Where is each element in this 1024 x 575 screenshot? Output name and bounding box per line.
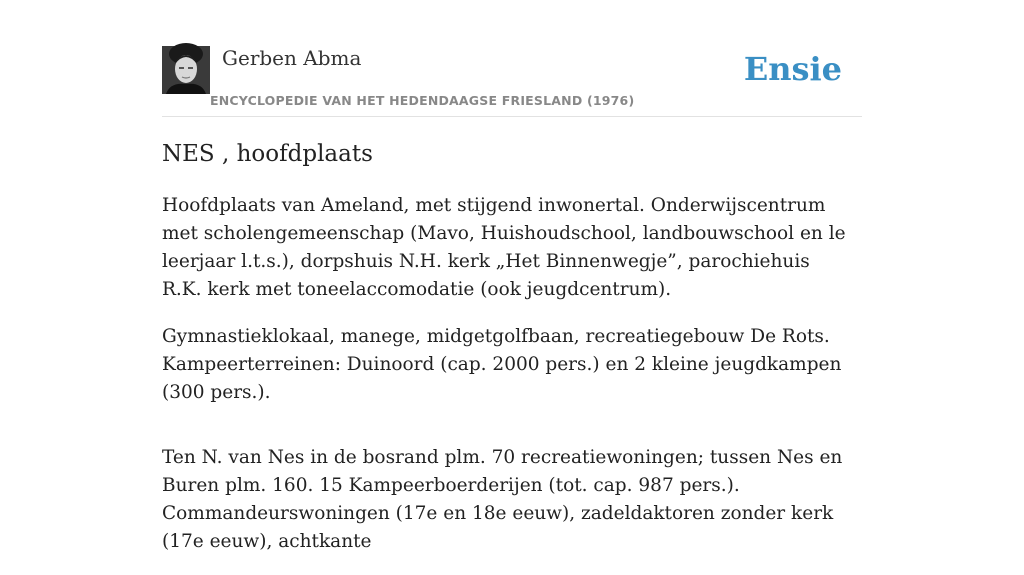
paragraph: Ten N. van Nes in de bosrand plm. 70 recreatiewoningen; tussen Nes en Buren plm. 160. 15 Kampeerboerderijen (tot. cap. 987 pers.). Commandeurswoningen (17e en 18e eeuw), zadeldaktoren zonder kerk (17e eeuw), achtkante [162, 447, 843, 552]
page-title: NES , hoofdplaats [162, 141, 373, 167]
article-header [162, 46, 862, 117]
author-name[interactable]: Gerben Abma [222, 46, 362, 70]
portrait-icon [162, 46, 210, 94]
article-body [162, 192, 852, 575]
paragraph: Hoofdplaats van Ameland, met stijgend inwonertal. Onderwijscentrum met scholengemeenschap (Mavo, Huishoudschool, landbouwschool en le leerjaar l.t.s.), dorpshuis N.H. kerk „Het Binnenwegje”, parochiehuis R.K. kerk met toneelaccomodatie (ook jeugdcentrum). [162, 195, 846, 300]
paragraph: Gymnastieklokaal, manege, midgetgolfbaan, recreatiegebouw De Rots. Kampeerterreinen: Duinoord (cap. 2000 pers.) en 2 kleine jeugdkampen (300 pers.). [162, 326, 842, 403]
source-title[interactable]: ENCYCLOPEDIE VAN HET HEDENDAAGSE FRIESLAND (1976) [210, 93, 635, 108]
author-avatar[interactable] [162, 46, 210, 94]
ensie-logo[interactable]: Ensie [743, 50, 842, 88]
